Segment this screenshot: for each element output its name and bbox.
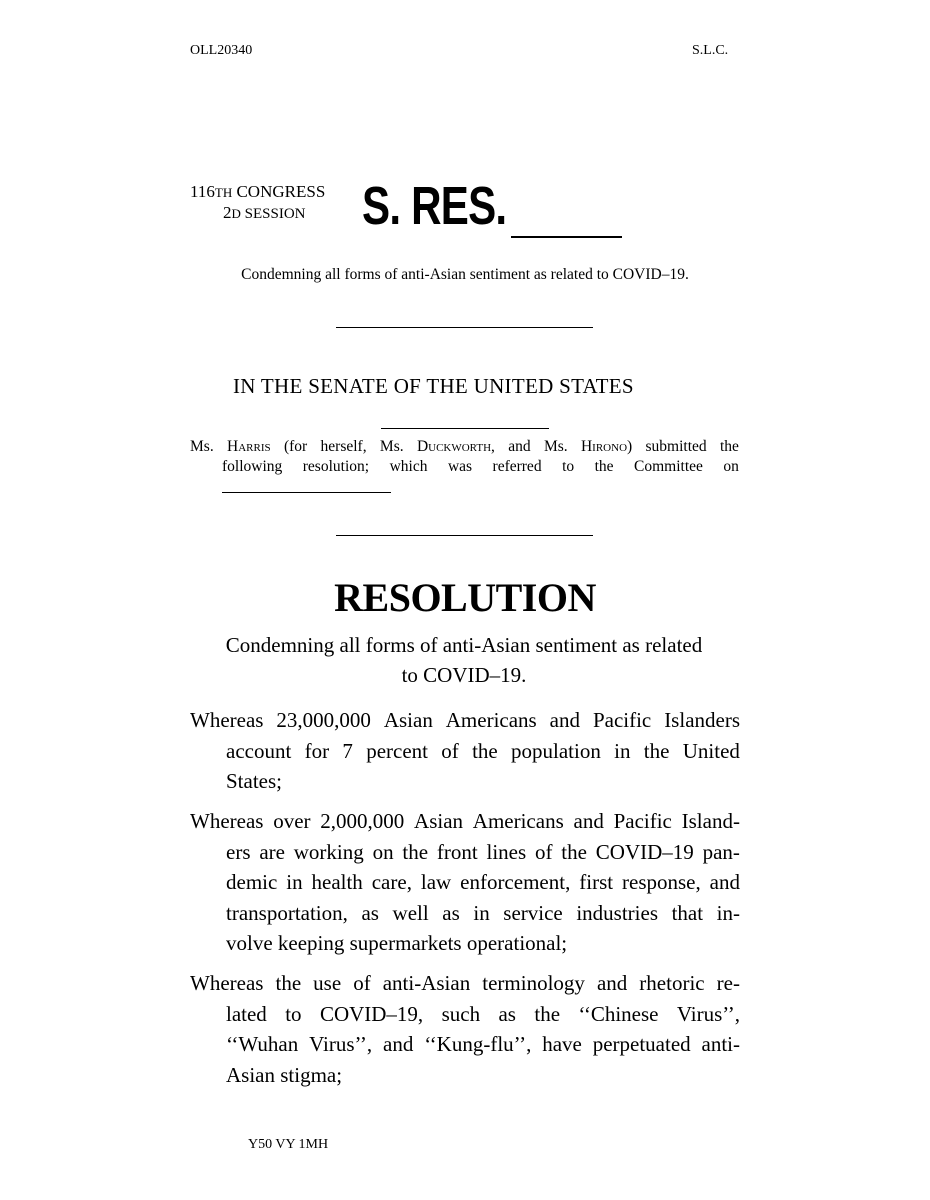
- whereas-word: health: [311, 870, 363, 894]
- whereas-word: demic: [226, 870, 278, 894]
- whereas-word: Whereas: [190, 708, 264, 732]
- whereas-word: Pacific: [592, 708, 652, 732]
- congress-session-block: [190, 182, 325, 224]
- whereas-word: Pacific: [613, 809, 672, 833]
- whereas-line: [190, 837, 740, 868]
- whereas-word: the: [561, 839, 587, 864]
- sponsor-word: following: [222, 458, 283, 475]
- whereas-word: terminology: [482, 971, 585, 995]
- sponsor-word: the: [719, 438, 739, 455]
- sponsor-word: to: [562, 458, 575, 475]
- sponsor-word: and: [508, 438, 531, 455]
- whereas-word: Asian: [414, 809, 464, 833]
- sponsor-statement: [190, 437, 739, 477]
- session-line: 2D SESSION: [223, 203, 306, 222]
- whereas-word: anti-Asian: [382, 971, 471, 995]
- official-title: Condemning all forms of anti-Asian sentiment as related to COVID–19.: [241, 266, 689, 283]
- short-title: [190, 630, 738, 690]
- whereas-word: ers: [226, 839, 251, 864]
- whereas-word: have: [542, 1032, 582, 1056]
- whereas-word: in: [614, 738, 631, 763]
- sponsor-word: herself,: [320, 438, 367, 455]
- whereas-line: volve keeping supermarkets operational;: [226, 931, 568, 955]
- divider-rule: [336, 327, 593, 328]
- whereas-word: response,: [622, 870, 701, 894]
- whereas-word: law: [420, 870, 452, 894]
- sponsor-word: Harris: [227, 438, 271, 455]
- whereas-word: the: [472, 738, 498, 763]
- whereas-word: Asian: [383, 708, 433, 732]
- whereas-word: 2,000,000: [320, 809, 405, 833]
- whereas-line: [190, 999, 740, 1030]
- whereas-word: account: [226, 738, 292, 763]
- whereas-word: Islanders: [664, 708, 740, 732]
- whereas-word: anti-: [701, 1032, 740, 1056]
- whereas-word: care,: [371, 870, 412, 894]
- whereas-word: that: [671, 900, 704, 925]
- whereas-word: and: [573, 809, 604, 833]
- whereas-word: the: [534, 1001, 561, 1026]
- whereas-word: in: [473, 900, 490, 925]
- whereas-word: are: [259, 839, 285, 864]
- whereas-word: and: [549, 708, 580, 732]
- whereas-word: use: [313, 971, 342, 995]
- sponsor-line-1: [190, 437, 739, 457]
- whereas-word: Americans: [445, 708, 537, 732]
- whereas-word: industries: [576, 900, 658, 925]
- resolution-heading: RESOLUTION: [334, 575, 596, 620]
- whereas-word: 7: [342, 738, 353, 763]
- whereas-clause: [190, 968, 740, 1090]
- whereas-word: COVID–19,: [319, 1001, 424, 1026]
- committee-blank-line: [222, 492, 391, 493]
- whereas-word: as: [498, 1001, 516, 1026]
- whereas-line: [190, 898, 740, 929]
- whereas-line: [190, 806, 740, 837]
- sponsor-word: was: [447, 458, 473, 475]
- whereas-word: percent: [366, 738, 428, 763]
- whereas-word: Island-: [681, 809, 740, 833]
- sponsor-word: which: [389, 458, 428, 475]
- whereas-word: perpetuated: [592, 1032, 691, 1056]
- whereas-word: working: [293, 839, 364, 864]
- whereas-word: the: [402, 839, 429, 864]
- whereas-word: of: [353, 971, 371, 995]
- chamber-heading: IN THE SENATE OF THE UNITED STATES: [233, 374, 634, 398]
- whereas-word: lated: [226, 1001, 267, 1026]
- short-divider-rule: [381, 428, 549, 429]
- whereas-word: Virus’’,: [309, 1032, 373, 1056]
- whereas-word: service: [503, 900, 563, 925]
- whereas-word: and: [383, 1032, 414, 1056]
- sponsor-word: Ms.: [379, 438, 404, 455]
- whereas-word: on: [372, 839, 394, 864]
- whereas-word: ‘‘Chinese: [578, 1001, 659, 1026]
- whereas-word: such: [441, 1001, 481, 1026]
- whereas-word: ‘‘Wuhan: [226, 1032, 299, 1056]
- whereas-word: the: [643, 738, 670, 763]
- measure-label: S. RES.: [362, 176, 507, 236]
- whereas-word: population: [511, 738, 601, 763]
- whereas-word: as: [442, 900, 460, 925]
- divider-rule: [336, 535, 593, 536]
- whereas-word: well: [392, 900, 429, 925]
- whereas-word: as: [361, 900, 379, 925]
- sponsor-word: (for: [283, 438, 308, 455]
- sponsor-word: the: [594, 458, 614, 475]
- whereas-word: 23,000,000: [276, 708, 371, 732]
- whereas-word: Americans: [472, 809, 564, 833]
- measure-number-blank: [511, 236, 622, 238]
- sponsor-word: Ms.: [543, 438, 568, 455]
- whereas-word: transportation,: [226, 900, 348, 925]
- whereas-line: States;: [226, 769, 282, 793]
- whereas-word: United: [682, 738, 740, 763]
- footer-code: Y50 VY 1MH: [248, 1137, 329, 1152]
- whereas-word: re-: [716, 971, 740, 995]
- short-title-line-2: to COVID–19.: [401, 663, 527, 687]
- sponsor-line-2: [190, 457, 739, 477]
- whereas-word: first: [579, 870, 614, 894]
- whereas-line: Asian stigma;: [226, 1062, 343, 1087]
- whereas-word: the: [275, 971, 302, 995]
- whereas-word: Whereas: [190, 971, 264, 995]
- whereas-word: lines: [486, 839, 527, 864]
- sponsor-word: Ms.: [190, 438, 214, 455]
- whereas-word: COVID–19: [595, 839, 694, 864]
- whereas-line: [190, 736, 740, 767]
- whereas-line: [190, 968, 740, 999]
- whereas-word: of: [534, 839, 553, 864]
- whereas-word: for: [304, 738, 330, 763]
- whereas-clause: [190, 806, 740, 959]
- whereas-word: of: [441, 738, 459, 763]
- sponsor-word: on: [723, 458, 739, 475]
- whereas-word: pan-: [702, 839, 740, 864]
- document-code: OLL20340: [190, 43, 253, 58]
- whereas-word: front: [436, 839, 478, 864]
- sponsor-word: Committee: [634, 458, 703, 475]
- whereas-word: enforcement,: [460, 870, 571, 894]
- short-title-line-1: Condemning all forms of anti-Asian sentiment as related: [225, 633, 703, 657]
- sponsor-word: referred: [492, 458, 542, 475]
- whereas-word: in-: [716, 900, 740, 925]
- sponsor-word: resolution;: [302, 458, 370, 475]
- whereas-word: ‘‘Kung-flu’’,: [424, 1032, 532, 1056]
- whereas-line: [190, 867, 740, 898]
- sponsor-word: Duckworth,: [416, 438, 495, 455]
- whereas-word: and: [709, 870, 740, 894]
- whereas-word: Whereas: [190, 809, 264, 833]
- sponsor-word: Hirono): [580, 438, 633, 455]
- whereas-line: [190, 1029, 740, 1060]
- whereas-clause: [190, 705, 740, 797]
- office-code: S.L.C.: [692, 43, 729, 58]
- whereas-word: to: [285, 1001, 302, 1026]
- whereas-line: [190, 705, 740, 736]
- congress-line: 116TH CONGRESS: [190, 182, 326, 201]
- whereas-word: rhetoric: [639, 971, 705, 995]
- whereas-word: over: [273, 809, 311, 833]
- whereas-word: Virus’’,: [676, 1001, 740, 1026]
- whereas-word: in: [286, 870, 303, 894]
- sponsor-word: submitted: [645, 438, 707, 455]
- whereas-word: and: [596, 971, 628, 995]
